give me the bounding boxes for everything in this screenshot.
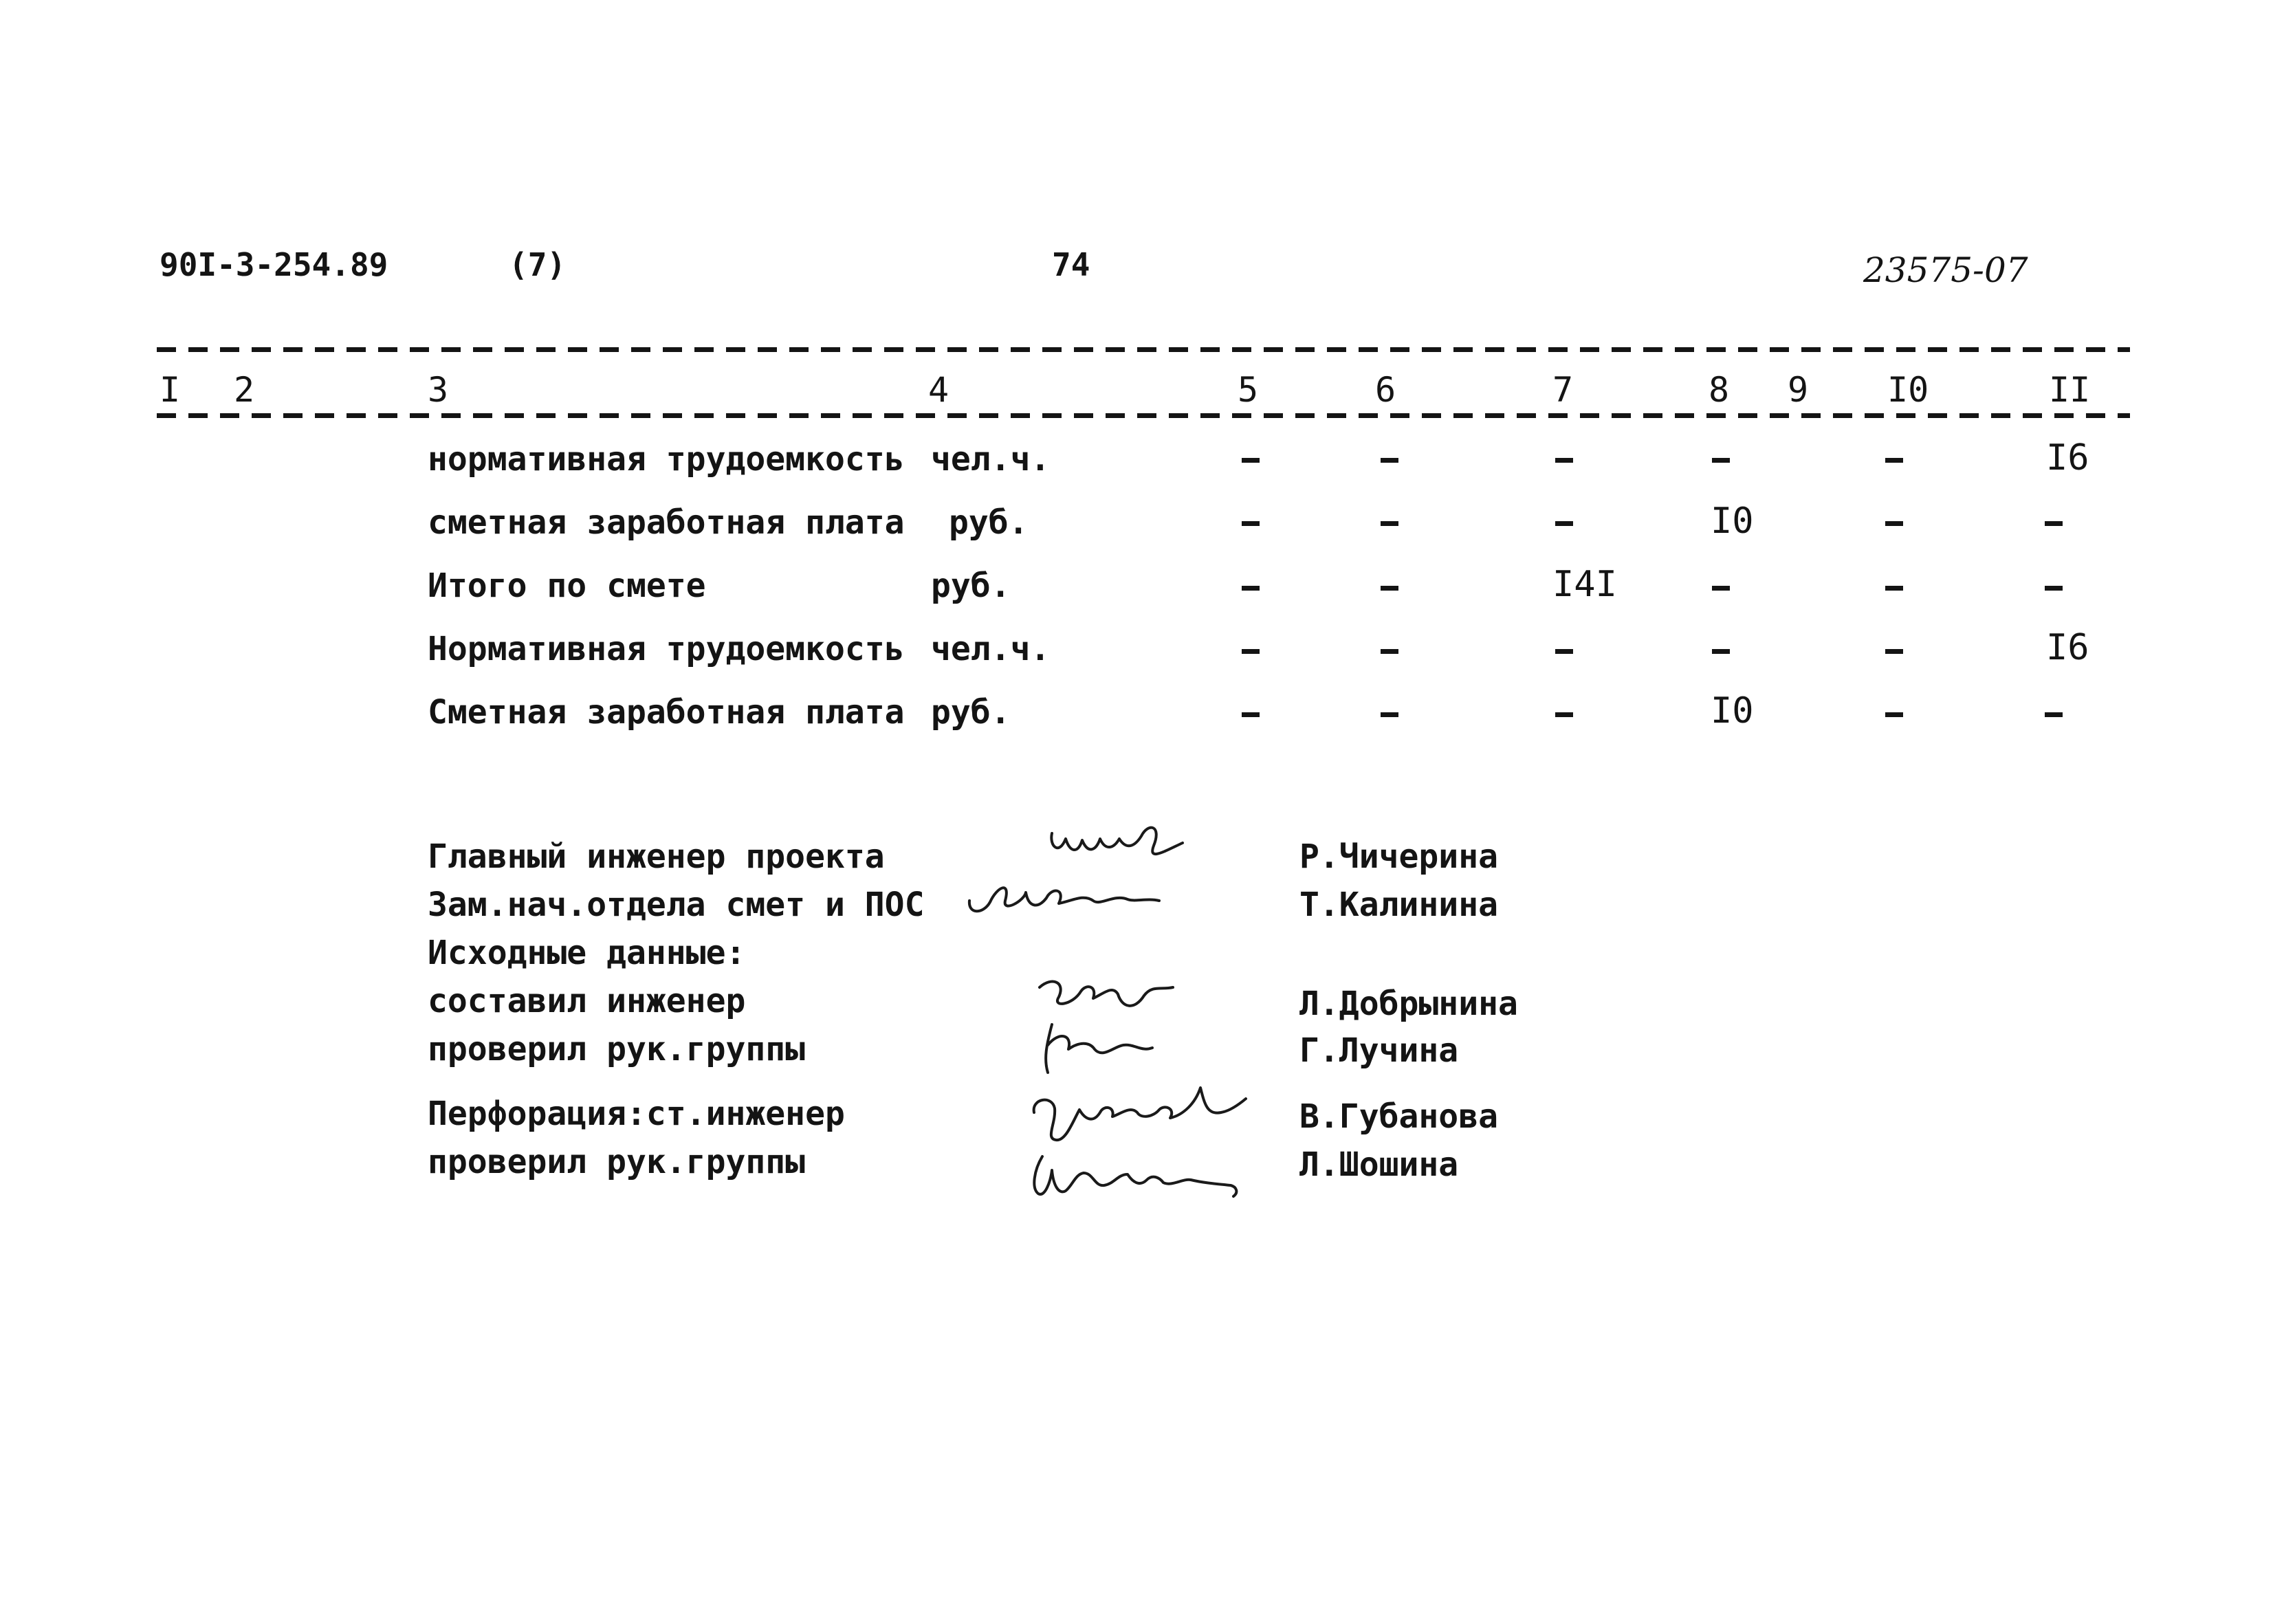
signature-luchina: [1031, 1018, 1162, 1079]
column-number: II: [2049, 370, 2091, 410]
signature-kalinina: [963, 873, 1169, 921]
archive-number: 23575-07: [1863, 250, 2028, 290]
column-number: 8: [1709, 370, 1730, 410]
value-col-8: I0: [1711, 690, 1754, 732]
empty-value-dash: [2045, 586, 2063, 591]
empty-value-dash: [1242, 521, 1260, 526]
page-number: 74: [1052, 246, 1090, 283]
empty-value-dash: [1381, 586, 1398, 591]
empty-value-dash: [1885, 712, 1903, 717]
empty-value-dash: [1242, 712, 1260, 717]
empty-value-dash: [1712, 458, 1730, 463]
table-top-rule: [157, 347, 2130, 352]
row-unit: чел.ч.: [931, 440, 1051, 479]
signatory-role: проверил рук.группы: [428, 1143, 806, 1181]
empty-value-dash: [2045, 712, 2063, 717]
column-number: 2: [234, 370, 255, 410]
signatory-role: Главный инженер проекта: [428, 837, 885, 876]
empty-value-dash: [1555, 458, 1573, 463]
empty-value-dash: [1242, 586, 1260, 591]
signatory-name: Г.Лучина: [1299, 1031, 1459, 1070]
signature-chicherina: [1045, 818, 1196, 873]
row-name: Сметная заработная плата: [428, 693, 905, 732]
signature-dobrynina: [1031, 967, 1183, 1022]
empty-value-dash: [1381, 649, 1398, 654]
empty-value-dash: [1381, 458, 1398, 463]
column-number: 9: [1788, 370, 1809, 410]
row-name: Итого по смете: [428, 567, 706, 605]
column-number: 5: [1238, 370, 1259, 410]
empty-value-dash: [1712, 649, 1730, 654]
row-name: Нормативная трудоемкость: [428, 630, 905, 668]
value-col-11: I6: [2046, 627, 2089, 668]
row-unit: чел.ч.: [931, 630, 1051, 668]
row-name: сметная заработная плата: [428, 503, 905, 542]
signatory-role: проверил рук.группы: [428, 1030, 806, 1068]
signatory-role: составил инженер: [428, 982, 746, 1020]
empty-value-dash: [1242, 649, 1260, 654]
empty-value-dash: [1555, 521, 1573, 526]
empty-value-dash: [1712, 586, 1730, 591]
row-unit: руб.: [949, 503, 1029, 542]
signatory-name: Л.Добрынина: [1299, 985, 1518, 1023]
signatory-role: Перфорация:ст.инженер: [428, 1095, 845, 1133]
value-col-8: I0: [1711, 501, 1754, 542]
signature-shoshina: [1018, 1143, 1251, 1211]
row-name: нормативная трудоемкость: [428, 440, 905, 479]
row-unit: руб.: [931, 567, 1011, 605]
part-number: (7): [509, 246, 567, 283]
signatory-name: Т.Калинина: [1299, 886, 1498, 924]
empty-value-dash: [2045, 521, 2063, 526]
empty-value-dash: [1885, 649, 1903, 654]
empty-value-dash: [1885, 458, 1903, 463]
empty-value-dash: [1381, 521, 1398, 526]
signature-gubanova: [1024, 1074, 1251, 1150]
value-col-11: I6: [2046, 437, 2089, 479]
column-number: 6: [1375, 370, 1396, 410]
empty-value-dash: [1555, 712, 1573, 717]
empty-value-dash: [1885, 521, 1903, 526]
section-label: Исходные данные:: [428, 934, 746, 972]
table-header-rule: [157, 413, 2130, 418]
value-col-7: I4I: [1552, 564, 1617, 605]
signatory-name: Р.Чичерина: [1299, 837, 1498, 876]
signatory-role: Зам.нач.отдела смет и ПОС: [428, 886, 925, 924]
empty-value-dash: [1381, 712, 1398, 717]
signatory-name: В.Губанова: [1299, 1097, 1498, 1136]
empty-value-dash: [1555, 649, 1573, 654]
column-number: 3: [428, 370, 449, 410]
column-number: 4: [928, 370, 949, 410]
column-number: I: [160, 370, 181, 410]
signatory-name: Л.Шошина: [1299, 1145, 1459, 1184]
empty-value-dash: [1242, 458, 1260, 463]
row-unit: руб.: [931, 693, 1011, 732]
document-code: 90I-3-254.89: [160, 246, 388, 283]
column-number: 7: [1552, 370, 1574, 410]
column-number: I0: [1887, 370, 1929, 410]
empty-value-dash: [1885, 586, 1903, 591]
